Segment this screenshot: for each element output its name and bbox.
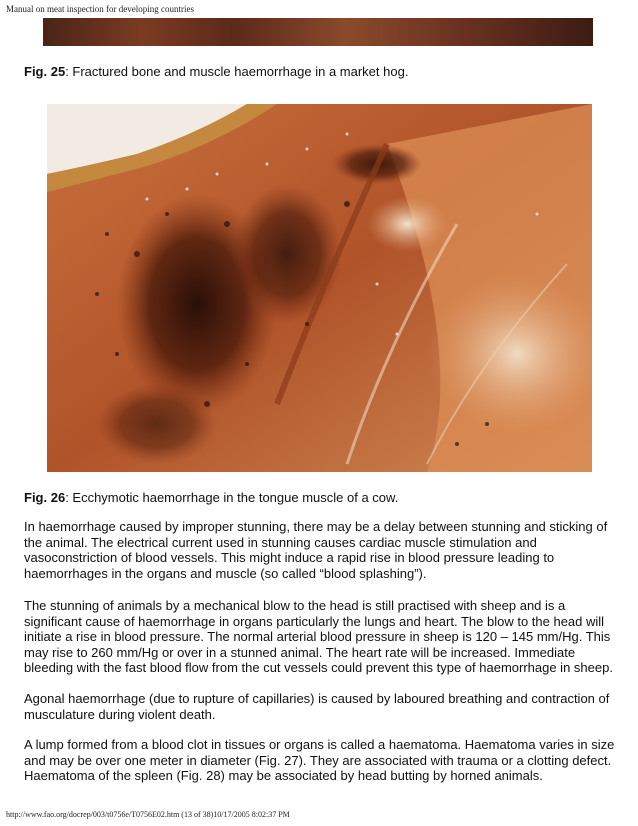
fig-26-caption-text: : Ecchymotic haemorrhage in the tongue muscle of a cow. — [65, 490, 399, 505]
fig-25-caption-text: : Fractured bone and muscle haemorrhage in a market hog. — [65, 64, 409, 79]
fig-25-caption — [24, 64, 408, 80]
paragraph-haematoma: A lump formed from a blood clot in tissues or organs is called a haematoma. Haematoma varies in size and may be over one meter in diameter (Fig. 27). They are associated with trauma or a clotting defect. Haematoma of the spleen (Fig. 28) may be associated by head butting by horned animals. — [24, 737, 615, 783]
paragraph-agonal-haemorrhage: Agonal haemorrhage (due to rupture of capillaries) is caused by laboured breathing and contraction of musculature during violent death. — [24, 691, 610, 722]
fig-26-label: Fig. 26 — [24, 490, 66, 505]
fig-26-caption — [24, 490, 398, 506]
fig-25-label: Fig. 25 — [24, 64, 66, 79]
fig-26-photo — [47, 104, 592, 472]
paragraph-stunning-delay: In haemorrhage caused by improper stunning, there may be a delay between stunning and sticking of the animal. The electrical current used in stunning causes cardiac muscle stimulation and vasoconstriction of blood vessels. This might induce a rapid rise in blood pressure leading to haemorrhages in the organs and muscle (so called “blood splashing”). — [24, 519, 608, 581]
footer-url: http://www.fao.org/docrep/003/t0756e/T0756E02.htm (13 of 38)10/17/2005 8:02:37 PM — [6, 810, 290, 819]
running-head: Manual on meat inspection for developing countries — [6, 4, 194, 14]
fig-25-photo — [43, 18, 593, 46]
paragraph-mechanical-blow: The stunning of animals by a mechanical blow to the head is still practised with sheep and is a significant cause of haemorrhage in organs particularly the lungs and heart. The blow to the head will initiate a rise in blood pressure. The normal arterial blood pressure in sheep is 120 – 145 mm/Hg. This may rise to 260 mm/Hg or over in a stunned animal. The heart rate will be increased. Immediate bleeding with the fast blood flow from the cut vessels could prevent this type of haemorrhage in sheep. — [24, 598, 613, 675]
